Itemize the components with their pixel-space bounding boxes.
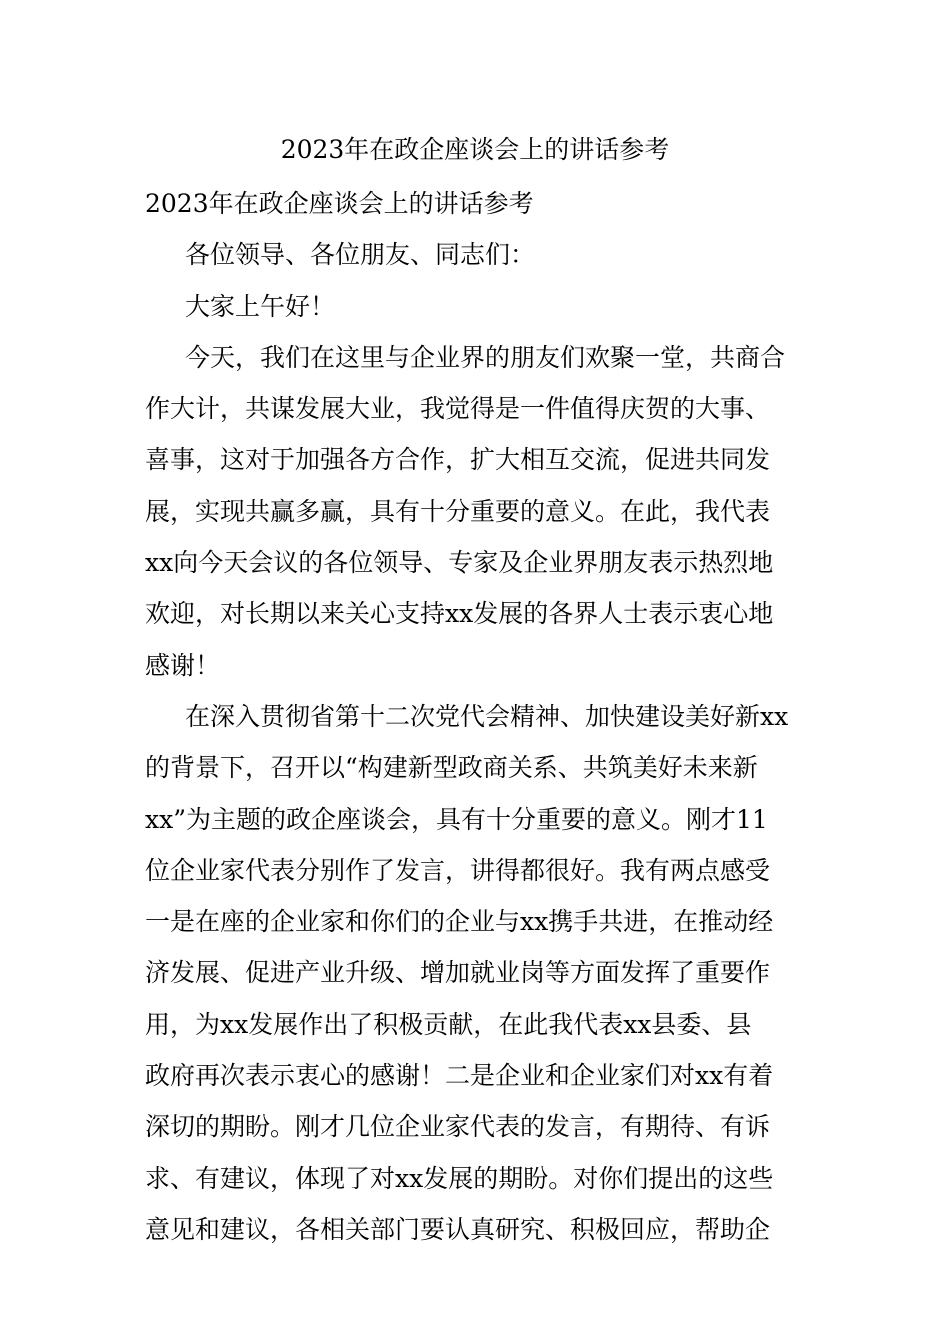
text-line: 的背景下，召开以“构建新型政商关系、共筑美好未来新: [145, 753, 758, 783]
text-line: 展，实现共赢多赢，具有十分重要的意义。在此，我代表: [145, 496, 771, 526]
document-title: 2023年在政企座谈会上的讲话参考: [280, 135, 670, 164]
subtitle-line: 2023年在政企座谈会上的讲话参考: [145, 189, 534, 218]
text-line: xx向今天会议的各位领导、专家及企业界朋友表示热烈地: [145, 548, 774, 578]
text-line: 欢迎，对长期以来关心支持xx发展的各界人士表示衷心地: [145, 599, 774, 629]
text-line: 深切的期盼。刚才几位企业家代表的发言，有期待、有诉: [145, 1112, 771, 1142]
text-line: 用，为xx发展作出了积极贡献，在此我代表xx县委、县: [145, 1009, 752, 1039]
document-body: [145, 178, 810, 1255]
text-line: 求、有建议，体现了对xx发展的期盼。对你们提出的这些: [145, 1163, 774, 1193]
text-line: 感谢！: [145, 650, 221, 680]
text-line: 喜事，这对于加强各方合作，扩大相互交流，促进共同发: [145, 445, 771, 475]
salutation-line: 各位领导、各位朋友、同志们：: [185, 240, 536, 270]
text-line: 一是在座的企业家和你们的企业与xx携手共进，在推动经: [145, 907, 774, 937]
text-line: 济发展、促进产业升级、增加就业岗等方面发挥了重要作: [145, 958, 771, 988]
text-line: 今天，我们在这里与企业界的朋友们欢聚一堂，共商合: [185, 342, 786, 372]
text-line: xx”为主题的政企座谈会，具有十分重要的意义。刚才11: [145, 804, 768, 834]
text-line: 在深入贯彻省第十二次党代会精神、加快建设美好新xx: [185, 701, 789, 731]
text-line: 意见和建议，各相关部门要认真研究、积极回应，帮助企: [145, 1214, 771, 1244]
text-line: 政府再次表示衷心的感谢！二是企业和企业家们对xx有着: [145, 1061, 774, 1091]
text-line: 位企业家代表分别作了发言，讲得都很好。我有两点感受: [145, 855, 771, 885]
greeting-line: 大家上午好！: [185, 291, 336, 321]
text-line: 作大计，共谋发展大业，我觉得是一件值得庆贺的大事、: [145, 394, 771, 424]
